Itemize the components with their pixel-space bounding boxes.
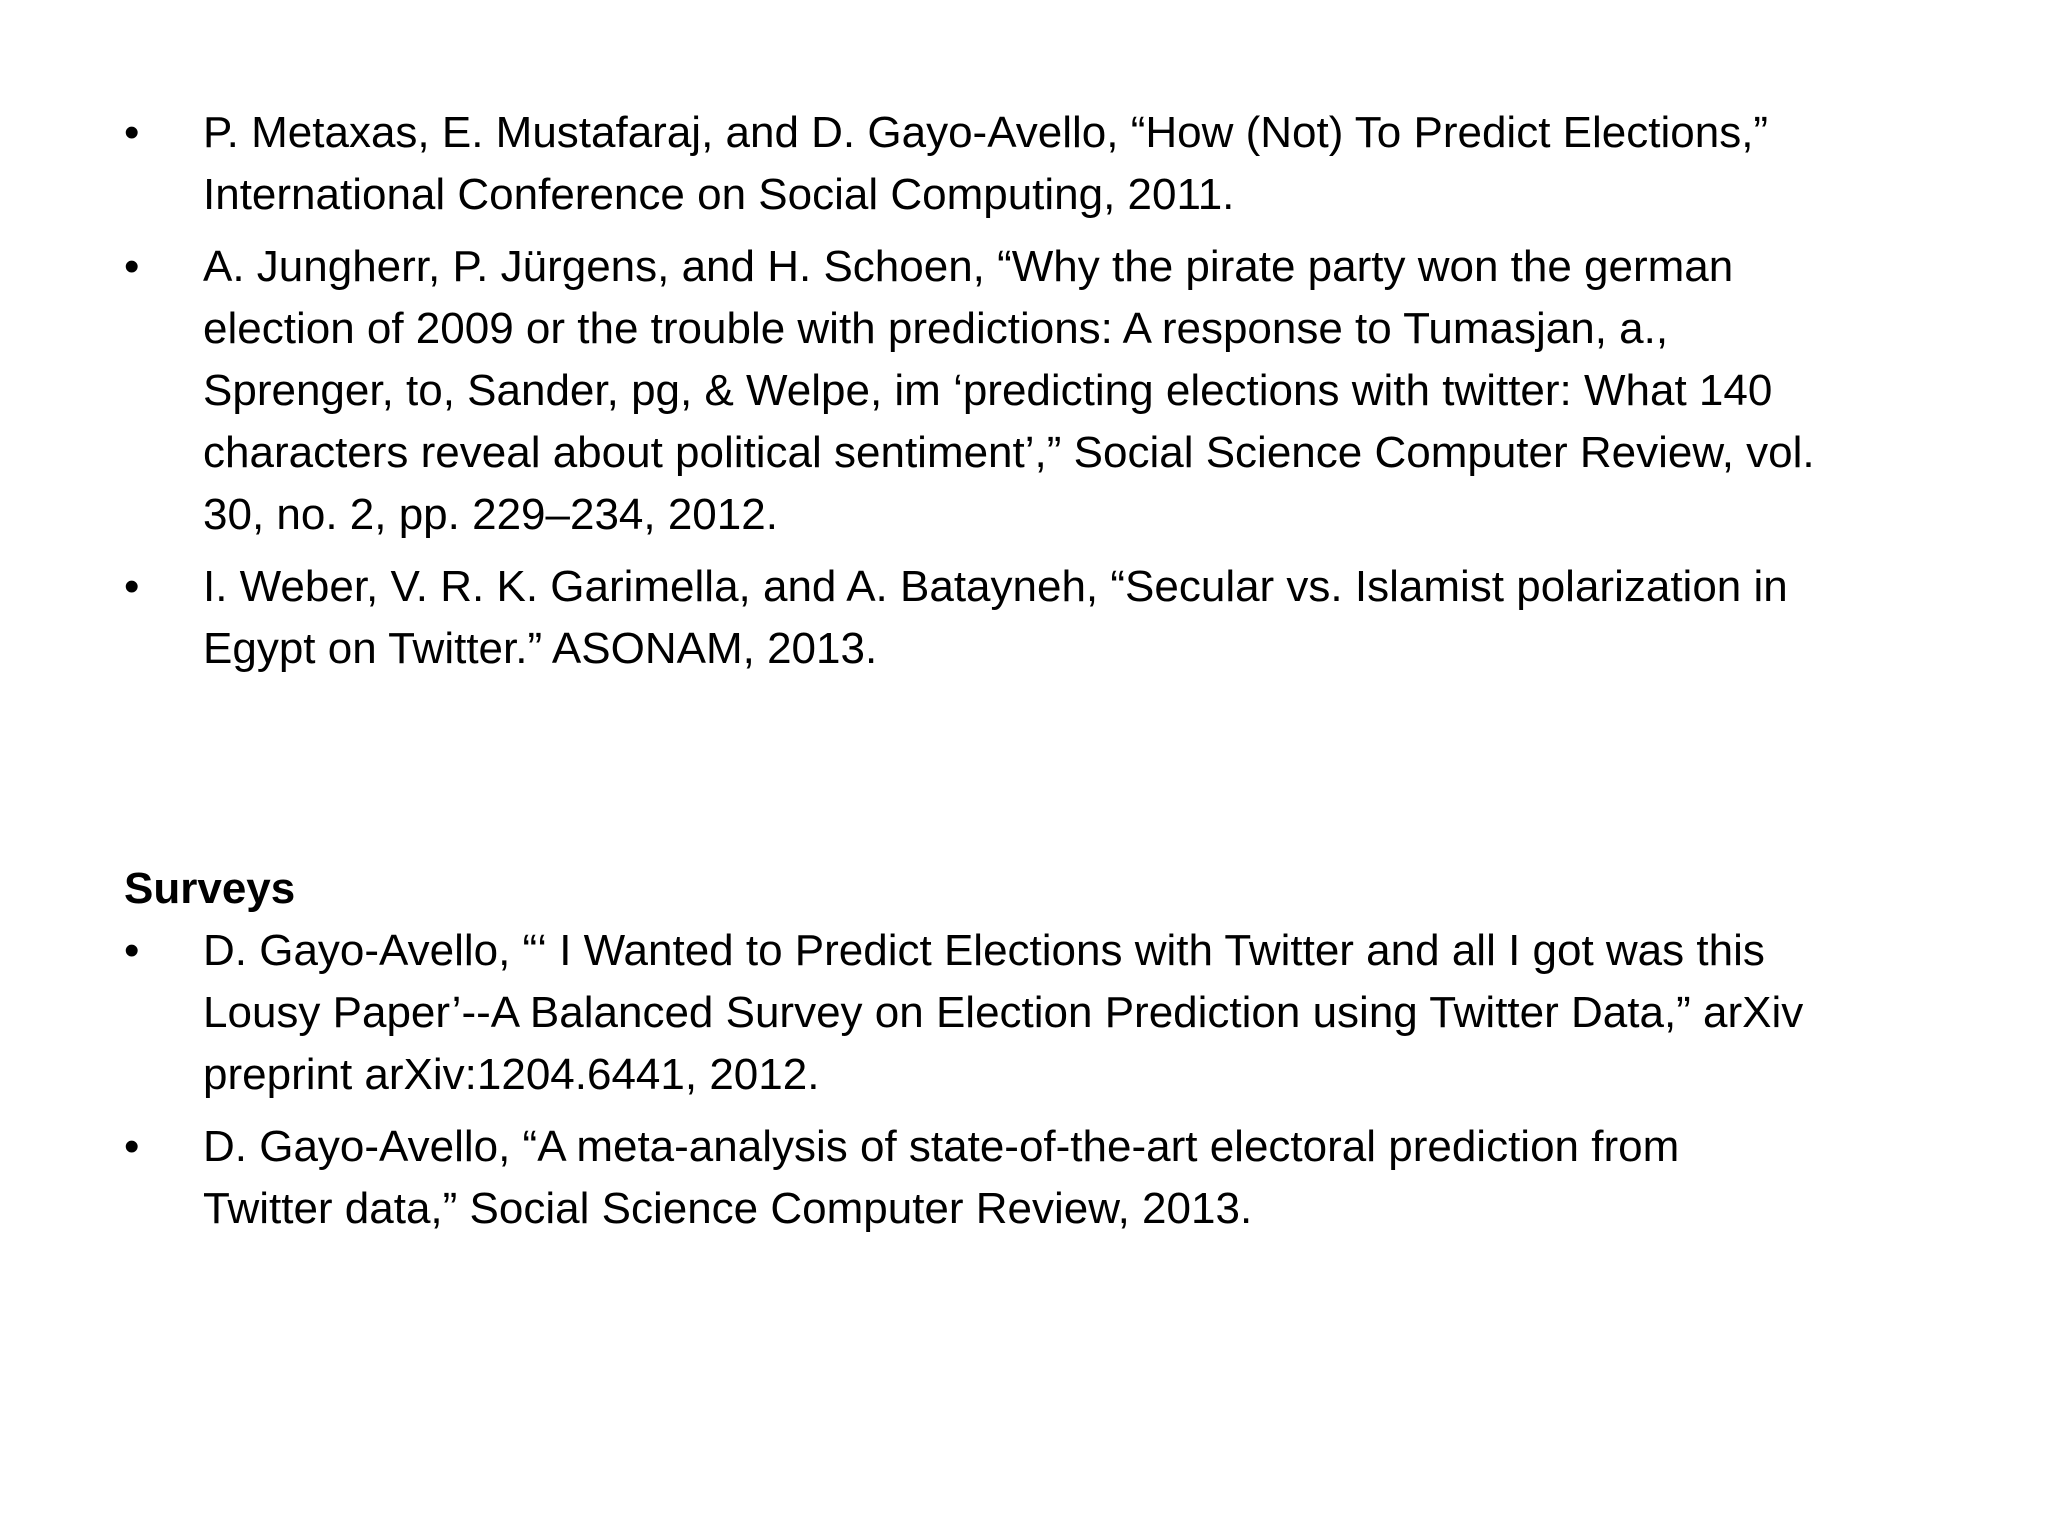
reference-list [124, 102, 1944, 680]
reference-item [124, 556, 1944, 680]
bullet: • [124, 926, 140, 975]
survey-item [124, 920, 1944, 1106]
survey-list [124, 920, 1944, 1240]
reference-line: P. Metaxas, E. Mustafaraj, and D. Gayo-Avello, “How (Not) To Predict Elections,” [203, 108, 1769, 157]
bullet: • [124, 1122, 140, 1171]
survey-line: D. Gayo-Avello, “A meta-analysis of state-of-the-art electoral prediction from [203, 1122, 1680, 1171]
reference-line: 30, no. 2, pp. 229–234, 2012. [203, 490, 778, 539]
reference-item [124, 102, 1944, 226]
reference-line: Egypt on Twitter.” ASONAM, 2013. [203, 624, 878, 673]
survey-line: Twitter data,” Social Science Computer Review, 2013. [203, 1184, 1253, 1233]
survey-line: D. Gayo-Avello, “‘ I Wanted to Predict Elections with Twitter and all I got was this [203, 926, 1765, 975]
survey-item [124, 1116, 1944, 1240]
bullet: • [124, 108, 140, 157]
reference-line: International Conference on Social Computing, 2011. [203, 170, 1235, 219]
reference-line: A. Jungherr, P. Jürgens, and H. Schoen, “Why the pirate party won the german [203, 242, 1734, 291]
survey-line: Lousy Paper’--A Balanced Survey on Election Prediction using Twitter Data,” arXiv [203, 988, 1804, 1037]
reference-line: election of 2009 or the trouble with predictions: A response to Tumasjan, a., [203, 304, 1669, 353]
bullet: • [124, 242, 140, 291]
reference-item [124, 236, 1944, 546]
reference-line: characters reveal about political sentiment’,” Social Science Computer Review, vol. [203, 428, 1815, 477]
section-spacer [124, 690, 1944, 858]
survey-line: preprint arXiv:1204.6441, 2012. [203, 1050, 820, 1099]
surveys-heading: Surveys [124, 864, 296, 913]
reference-line: I. Weber, V. R. K. Garimella, and A. Batayneh, “Secular vs. Islamist polarization in [203, 562, 1788, 611]
reference-line: Sprenger, to, Sander, pg, & Welpe, im ‘predicting elections with twitter: What 140 [203, 366, 1773, 415]
slide-content [124, 102, 1944, 1250]
bullet: • [124, 562, 140, 611]
